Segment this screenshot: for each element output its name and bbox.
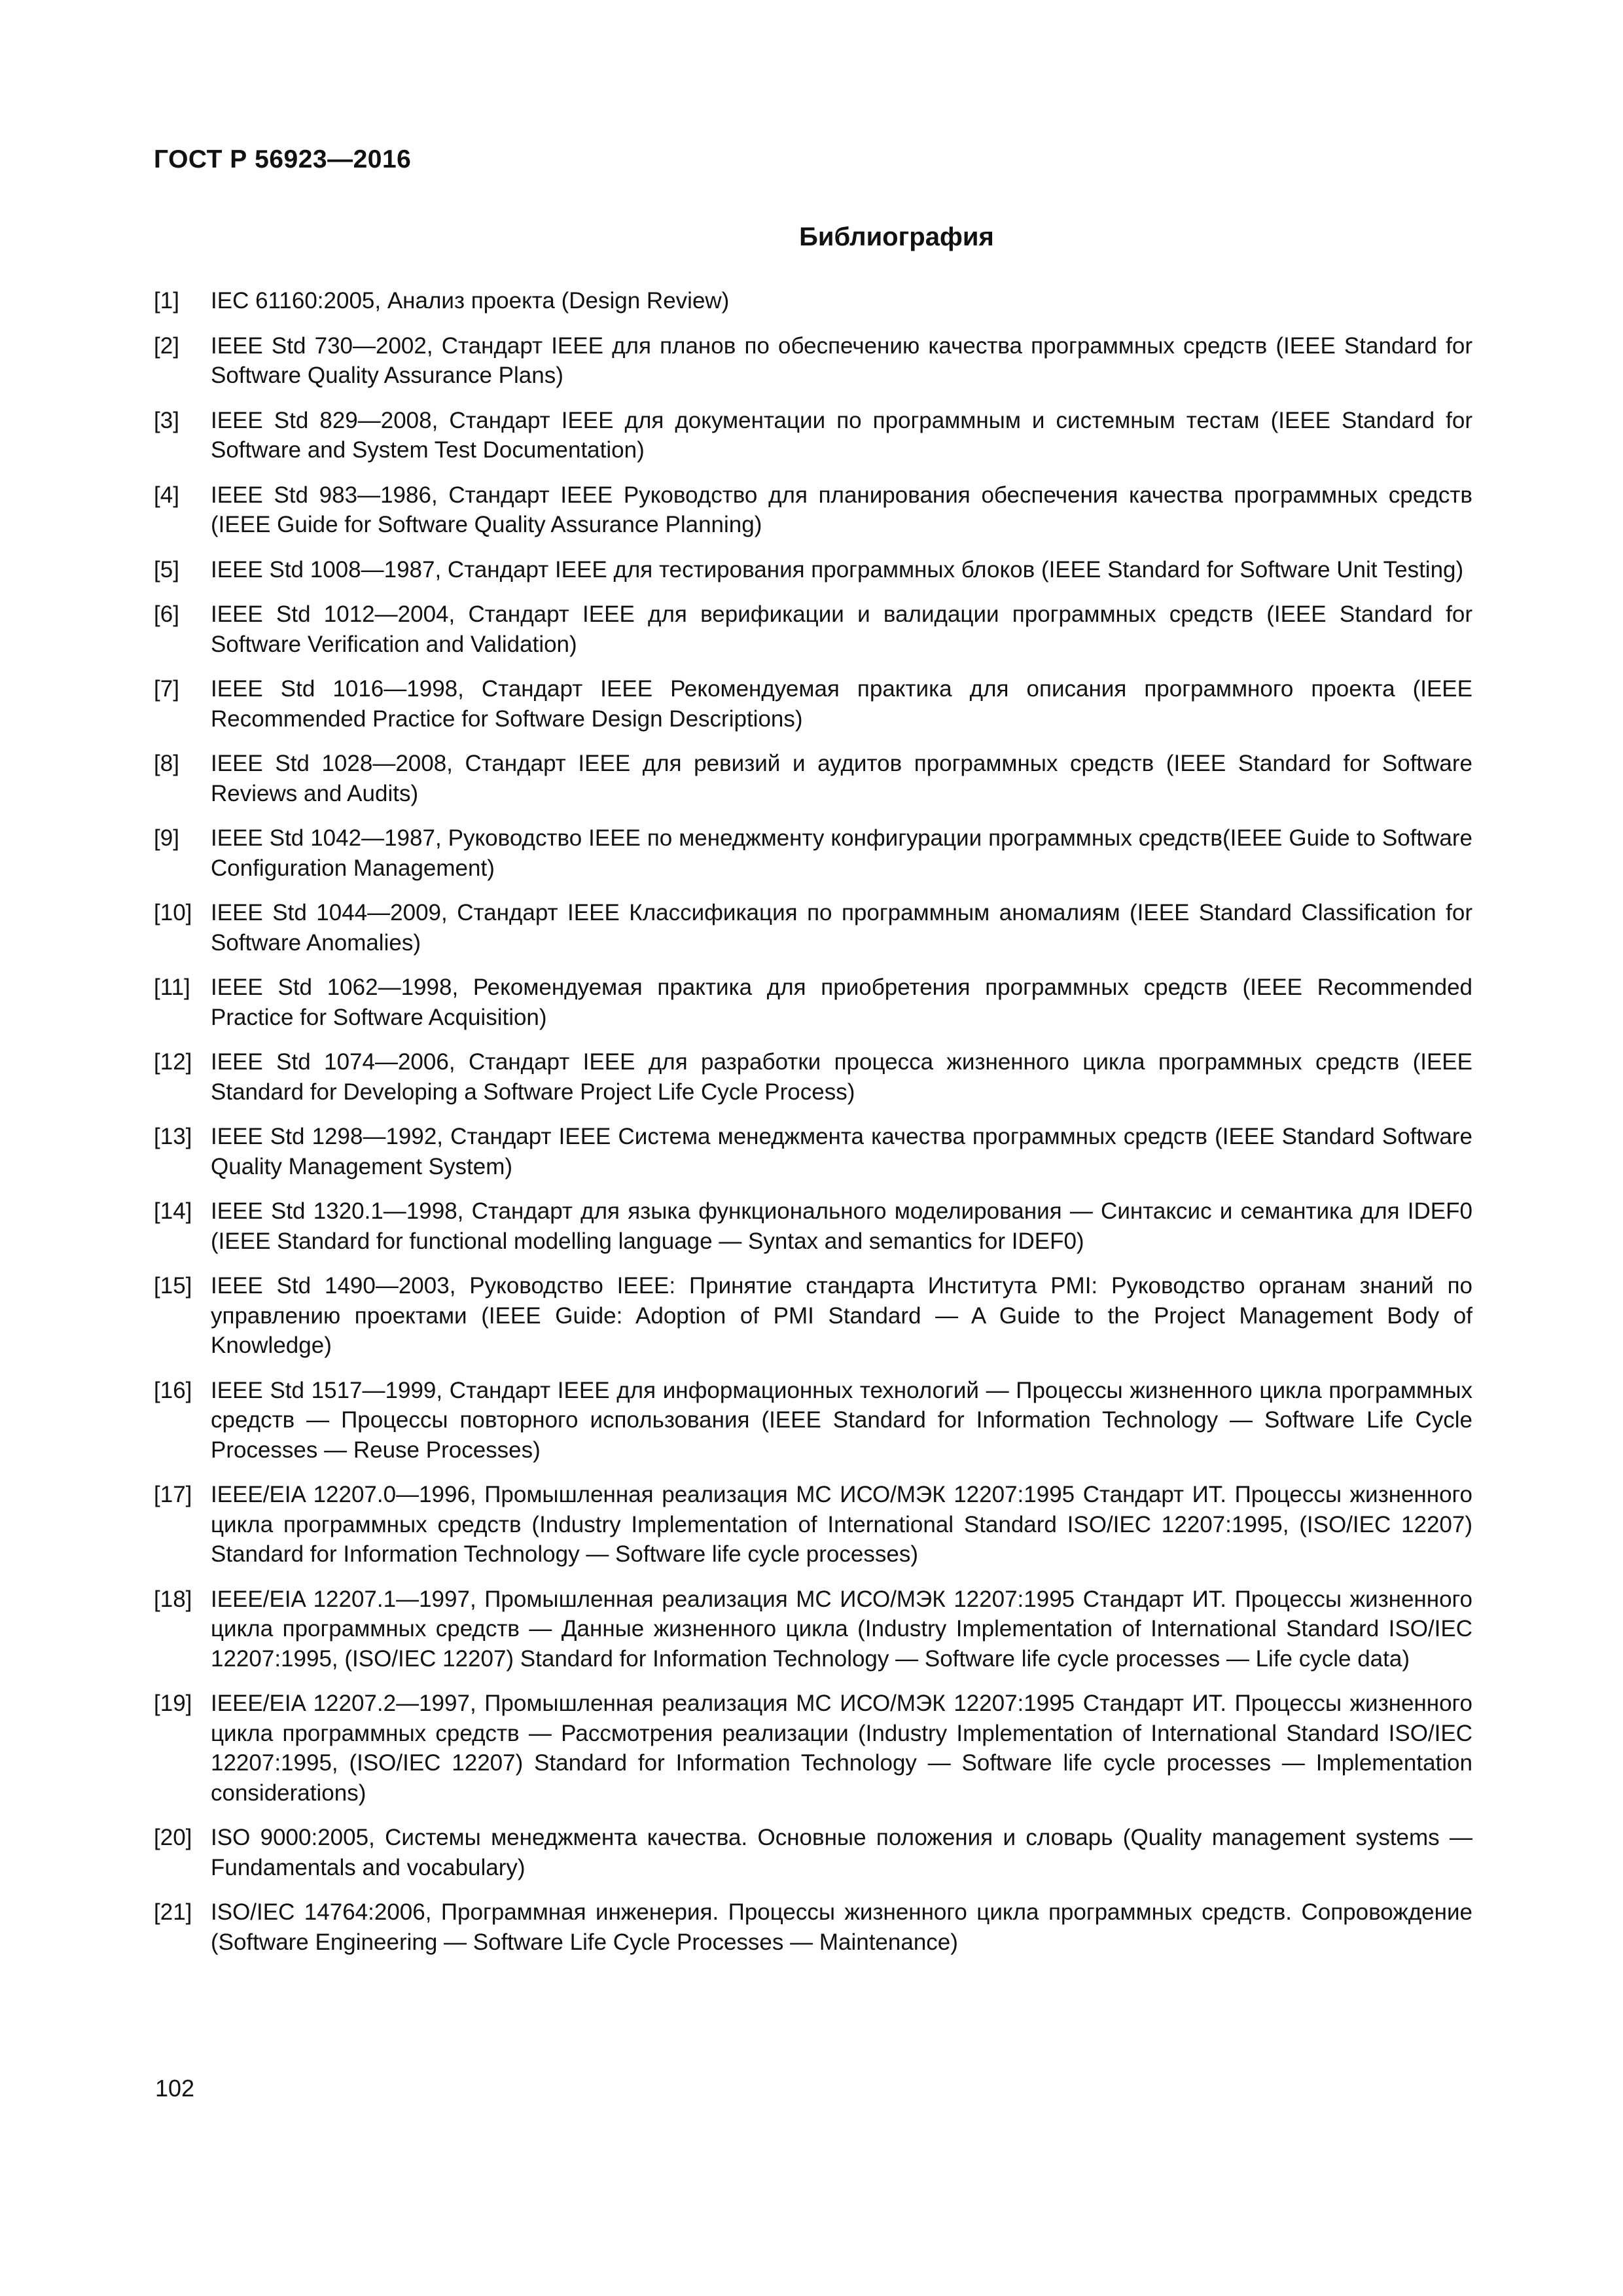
bibliography-entry xyxy=(154,898,1472,958)
bibliography-entry-text: IEEE Std 1062—1998, Рекомендуемая практика для приобретения программных средств (IEEE Recommended Practice for Software Acquisition) xyxy=(211,975,1472,1030)
bibliography-entry-text: IEEE Std 1008—1987, Стандарт IEEE для тестирования программных блоков (IEEE Standard for Software Unit Testing) xyxy=(211,556,1464,583)
section-title: Библиография xyxy=(799,223,994,251)
bibliography-entry-number: [8] xyxy=(154,751,179,776)
bibliography-entry-number: [12] xyxy=(154,1049,192,1075)
bibliography-entry xyxy=(154,823,1472,883)
bibliography-entry-number: [14] xyxy=(154,1198,192,1224)
bibliography-entry-number: [19] xyxy=(154,1691,192,1716)
bibliography-entry-number: [15] xyxy=(154,1273,192,1299)
bibliography-entry-number: [13] xyxy=(154,1124,192,1149)
bibliography-entry-number: [1] xyxy=(154,288,179,314)
bibliography-entry-number: [6] xyxy=(154,601,179,627)
bibliography-entry-number: [18] xyxy=(154,1586,192,1612)
bibliography-entry-text: IEEE/EIA 12207.0—1996, Промышленная реализация МС ИСО/МЭК 12207:1995 Стандарт ИТ. Процессы жизненного цикла программных средств (Industry Implementation of International Standard ISO/IEC 12207:1995, (ISO/IEC 12207) Standard for Information Technology — Software life cycle processes) xyxy=(211,1482,1472,1567)
bibliography-entry xyxy=(154,1376,1472,1465)
bibliography-entry xyxy=(154,1271,1472,1361)
bibliography-entry-number: [3] xyxy=(154,407,179,433)
bibliography-entry-number: [21] xyxy=(154,1899,192,1925)
bibliography-entry xyxy=(154,1689,1472,1808)
bibliography-entry-text: IEEE Std 730—2002, Стандарт IEEE для планов по обеспечению качества программных средств (IEEE Standard for Software Quality Assurance Plans) xyxy=(211,332,1472,388)
bibliography-entry xyxy=(154,1480,1472,1570)
bibliography-entry-text: IEEE Std 1042—1987, Руководство IEEE по менеджменту конфигурации программных средств(IEEE Guide to Software Configuration Management) xyxy=(211,825,1472,881)
bibliography-entry xyxy=(154,480,1472,540)
bibliography-entry xyxy=(154,674,1472,734)
bibliography-entry-number: [17] xyxy=(154,1482,192,1507)
bibliography-entry-text: IEEE Std 1320.1—1998, Стандарт для языка функционального моделирования — Синтаксис и семантика для IDEF0 (IEEE Standard for functional modelling language — Syntax and semantics for IDEF0) xyxy=(211,1198,1472,1254)
bibliography-entry xyxy=(154,1047,1472,1107)
bibliography-entry xyxy=(154,1897,1472,1957)
bibliography-entry-number: [11] xyxy=(154,975,190,1000)
bibliography-entry-number: [2] xyxy=(154,332,179,359)
bibliography-entry-text: IEEE/EIA 12207.1—1997, Промышленная реализация МС ИСО/МЭК 12207:1995 Стандарт ИТ. Процессы жизненного цикла программных средств — Данные жизненного цикла (Industry Implementation of International Standard ISO/IEC 12207:1995, (ISO/IEC 12207) Standard for Information Technology — Software life cycle processes — Life cycle data) xyxy=(211,1586,1472,1672)
bibliography-entry-text: IEEE Std 1074—2006, Стандарт IEEE для разработки процесса жизненного цикла программных средств (IEEE Standard for Developing a Software Project Life Cycle Process) xyxy=(211,1049,1472,1105)
bibliography-entry-text: IEEE Std 1012—2004, Стандарт IEEE для верификации и валидации программных средств (IEEE Standard for Software Verification and Validation) xyxy=(211,601,1472,657)
bibliography-entry-number: [5] xyxy=(154,556,179,583)
bibliography-entry xyxy=(154,1823,1472,1882)
bibliography-entry-text: ISO/IEC 14764:2006, Программная инженерия. Процессы жизненного цикла программных средств. Сопровождение (Software Engineering — Software Life Cycle Processes — Maintenance) xyxy=(211,1899,1472,1955)
bibliography-entry-number: [7] xyxy=(154,676,179,702)
bibliography-list xyxy=(154,286,1472,1972)
bibliography-entry xyxy=(154,406,1472,465)
bibliography-entry-number: [10] xyxy=(154,900,192,925)
bibliography-entry-number: [9] xyxy=(154,825,179,851)
bibliography-entry xyxy=(154,600,1472,659)
bibliography-entry-text: IEEE Std 1028—2008, Стандарт IEEE для ревизий и аудитов программных средств (IEEE Standard for Software Reviews and Audits) xyxy=(211,751,1472,806)
bibliography-entry-text: IEEE/EIA 12207.2—1997, Промышленная реализация МС ИСО/МЭК 12207:1995 Стандарт ИТ. Процессы жизненного цикла программных средств — Рассмотрения реализации (Industry Implementation of International Standard ISO/IEC 12207:1995, (ISO/IEC 12207) Standard for Information Technology — Software life cycle processes — Implementation considerations) xyxy=(211,1691,1472,1806)
bibliography-entry-text: ISO 9000:2005, Системы менеджмента качества. Основные положения и словарь (Quality management systems — Fundamentals and vocabulary) xyxy=(211,1825,1472,1880)
page-header-standard-code: ГОСТ Р 56923—2016 xyxy=(154,145,412,173)
bibliography-entry-text: IEEE Std 1298—1992, Стандарт IEEE Система менеджмента качества программных средств (IEEE Standard Software Quality Management System) xyxy=(211,1124,1472,1179)
bibliography-entry-text: IEEE Std 1490—2003, Руководство IEEE: Принятие стандарта Института PMI: Руководство органам знаний по управлению проектами (IEEE Guide: Adoption of PMI Standard — A Guide to the Project Management Body of Knowledge) xyxy=(211,1273,1472,1358)
bibliography-entry xyxy=(154,1122,1472,1181)
bibliography-entry-number: [16] xyxy=(154,1377,192,1403)
bibliography-entry xyxy=(154,286,1472,316)
bibliography-entry-text: IEEE Std 1016—1998, Стандарт IEEE Рекомендуемая практика для описания программного проекта (IEEE Recommended Practice for Software Design Descriptions) xyxy=(211,676,1472,732)
bibliography-entry xyxy=(154,973,1472,1032)
bibliography-entry-text: IEC 61160:2005, Анализ проекта (Design Review) xyxy=(211,288,730,314)
bibliography-entry-number: [20] xyxy=(154,1825,192,1850)
page-number: 102 xyxy=(155,2075,195,2102)
bibliography-entry xyxy=(154,1585,1472,1674)
bibliography-entry-text: IEEE Std 1044—2009, Стандарт IEEE Классификация по программным аномалиям (IEEE Standard Classification for Software Anomalies) xyxy=(211,900,1472,956)
bibliography-entry xyxy=(154,555,1472,585)
bibliography-entry xyxy=(154,1196,1472,1256)
bibliography-entry xyxy=(154,331,1472,391)
bibliography-entry-text: IEEE Std 1517—1999, Стандарт IEEE для информационных технологий — Процессы жизненного цикла программных средств — Процессы повторного использования (IEEE Standard for Information Technology — Software Life Cycle Processes — Reuse Processes) xyxy=(211,1377,1472,1463)
bibliography-entry-number: [4] xyxy=(154,482,179,508)
bibliography-entry-text: IEEE Std 983—1986, Стандарт IEEE Руководство для планирования обеспечения качества программных средств (IEEE Guide for Software Quality Assurance Planning) xyxy=(211,482,1472,537)
bibliography-entry-text: IEEE Std 829—2008, Стандарт IEEE для документации по программным и системным тестам (IEEE Standard for Software and System Test Documentation) xyxy=(211,407,1472,463)
bibliography-entry xyxy=(154,749,1472,808)
